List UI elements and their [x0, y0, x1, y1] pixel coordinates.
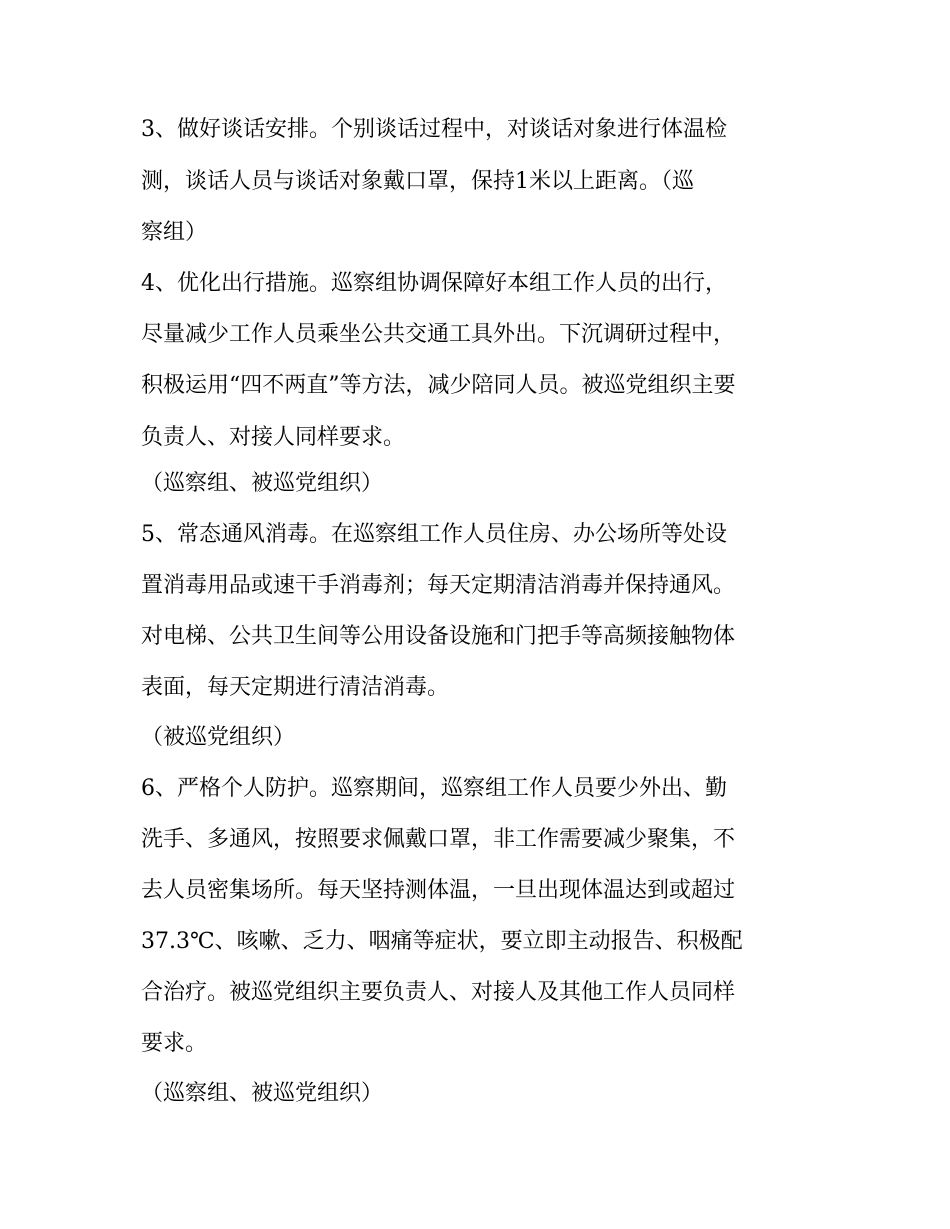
text-line: 去人员密集场所。每天坚持测体温，一旦出现体温达到或超过	[141, 878, 736, 903]
text-line: （巡察组、被巡党组织）	[141, 1081, 384, 1106]
text-line: （被巡党组织）	[141, 725, 296, 750]
text-line: 尽量减少工作人员乘坐公共交通工具外出。下沉调研过程中，	[141, 322, 736, 347]
text-line: 洗手、多通风，按照要求佩戴口罩，非工作需要减少聚集，不	[141, 827, 736, 852]
text-line: （巡察组、被巡党组织）	[141, 471, 384, 496]
text-line: 积极运用“四不两直”等方法，减少陪同人员。被巡党组织主要	[141, 373, 736, 398]
text-line: 置消毒用品或速干手消毒剂；每天定期清洁消毒并保持通风。	[141, 573, 736, 598]
text-line: 合治疗。被巡党组织主要负责人、对接人及其他工作人员同样	[141, 980, 736, 1005]
text-line: 表面，每天定期进行清洁消毒。	[141, 675, 450, 700]
text-line: 要求。	[141, 1031, 208, 1056]
text-line: 对电梯、公共卫生间等公用设备设施和门把手等高频接触物体	[141, 624, 736, 649]
text-line: 察组）	[141, 220, 208, 245]
text-line: 37.3℃、咳嗽、乏力、咽痛等症状，要立即主动报告、积极配	[141, 929, 743, 954]
text-line: 3、做好谈话安排。个别谈话过程中，对谈话对象进行体温检	[141, 117, 727, 142]
text-line: 测，谈话人员与谈话对象戴口罩，保持1米以上距离。（巡	[141, 169, 694, 194]
text-line: 负责人、对接人同样要求。	[141, 425, 406, 450]
text-line: 4、优化出行措施。巡察组协调保障好本组工作人员的出行，	[141, 271, 727, 296]
text-line: 5、常态通风消毒。在巡察组工作人员住房、办公场所等处设	[141, 522, 727, 547]
text-line: 6、严格个人防护。巡察期间，巡察组工作人员要少外出、勤	[141, 776, 727, 801]
